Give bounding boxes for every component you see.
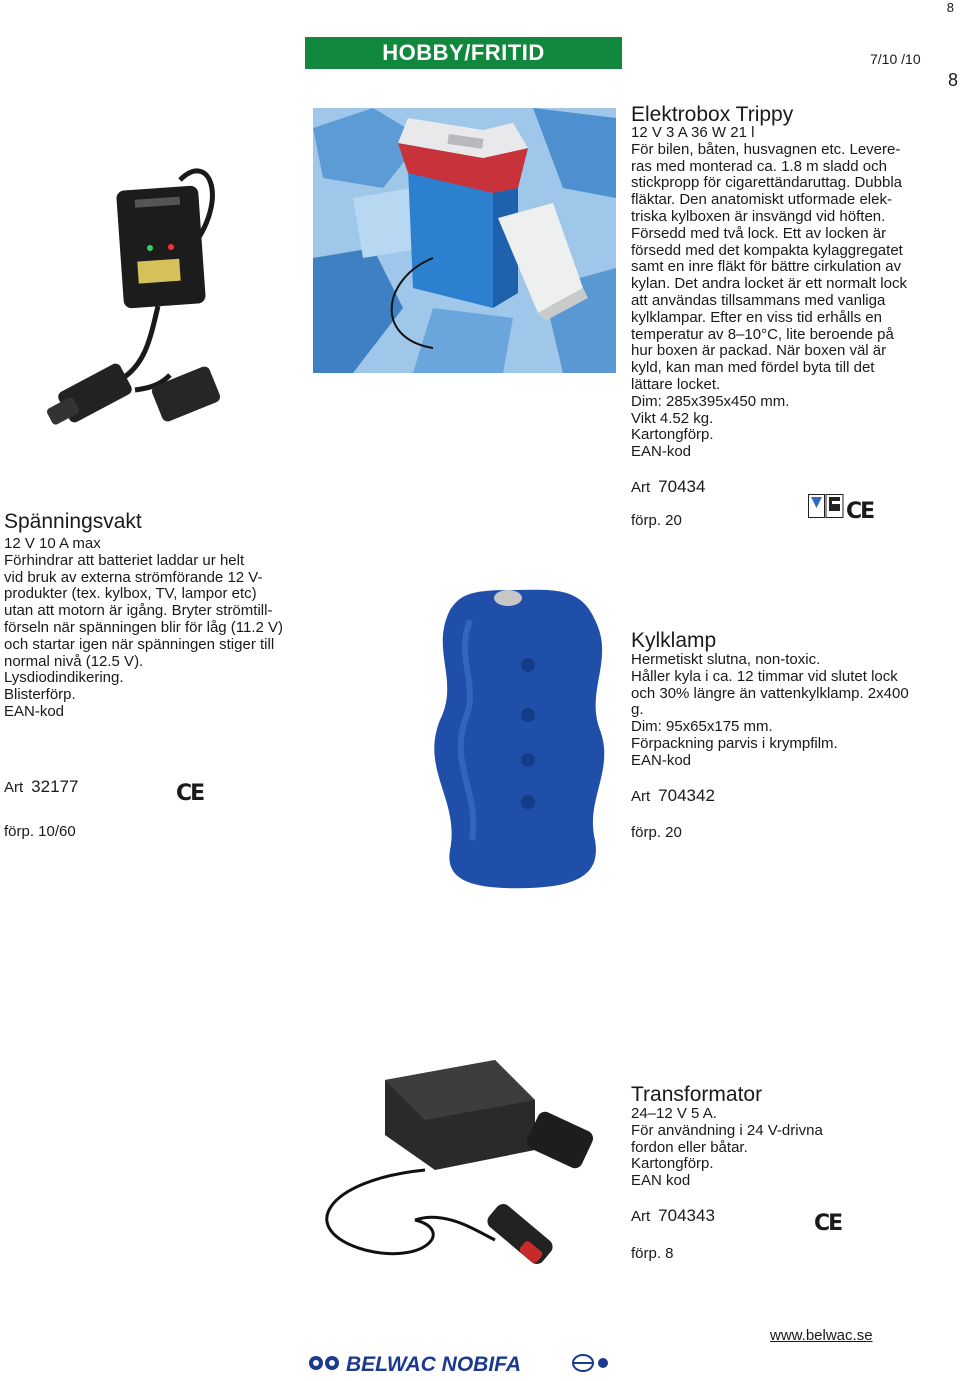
kylklamp-title: Kylklamp [631,629,717,652]
art-label: Art [631,479,651,496]
art-number: 704343 [658,1206,715,1225]
kylklamp-description: Hermetiskt slutna, non-toxic. Håller kyla i ca. 12 timmar vid slutet lock och 30% längre än vattenkylklamp. 2x400 g. Dim: 95x65x175 mm. Förpackning parvis i krympfilm. EAN-kod [631,651,909,769]
belwac-nobifa-logo [308,1351,608,1375]
transformator-photo [305,1040,620,1310]
kylklamp-art [631,786,715,806]
spanningsvakt-description: 12 V 10 A max Förhindrar att batteriet laddar ur helt vid bruk av externa strömförande 12 V- produkter (tex. kylbox, TV, lampor etc) utan att motorn är igång. Bryter strömtill- förseln när spänningen blir för låg (11.2 V) och startar igen när spänningen stiger till normal nivå (12.5 V). Lysdiodindikering. Blisterförp. EAN-kod [4,535,284,720]
date-stamp: 7/10 /10 [870,51,921,67]
elektrobox-art [631,477,705,497]
svg-text:BELWAC NOBIFA: BELWAC NOBIFA [346,1353,522,1375]
category-banner: HOBBY/FRITID [305,37,622,69]
elektrobox-photo [313,108,616,373]
spanningsvakt-art [4,777,78,797]
transformator-description: 24–12 V 5 A. För användning i 24 V-drivna fordon eller båtar. Kartongförp. EAN kod [631,1105,823,1190]
page-number-top: 8 [946,0,954,15]
ce-mark-icon: CE [176,781,204,806]
ce-mark-icon: CE [846,499,874,524]
art-number: 70434 [658,477,706,496]
spanningsvakt-forp: förp. 10/60 [4,823,76,840]
art-number: 32177 [31,777,79,796]
elektrobox-description: 12 V 3 A 36 W 21 l För bilen, båten, husvagnen etc. Levere- ras med monterad ca. 1.8 m sladd och stickpropp för cigarettändaruttag. Dubbla fläktar. Den anatomiskt utformade elek- triska kylboxen är insvängd vid höften. Försedd med två lock. Ett av locken är försedd med det kompakta kylaggregatet samt en inre fläkt för bättre cirkulation av kylan. Det andra locket är ett normalt lock att användas tillsammans med vanliga kylklampar. Efter en viss tid erhålls en temperatur av 8–10°C, lite beroende på hur boxen är packad. När boxen väl är kyld, kan man med fördel byta till det lättare locket. Dim: 285x395x450 mm. Vikt 4.52 kg. Kartongförp. EAN-kod [631,124,907,461]
elektrobox-forp: förp. 20 [631,512,682,529]
spanningsvakt-title: Spänningsvakt [4,510,142,533]
transformator-title: Transformator [631,1083,763,1106]
transformator-forp: förp. 8 [631,1245,674,1262]
certification-icon [808,494,844,518]
art-label: Art [631,788,651,805]
website-link[interactable]: www.belwac.se [770,1327,873,1344]
page-number-side: 8 [947,70,958,90]
spanningsvakt-photo [40,140,240,470]
art-number: 704342 [658,786,715,805]
transformator-art [631,1206,715,1226]
ce-mark-icon: CE [814,1211,842,1236]
elektrobox-title: Elektrobox Trippy [631,103,794,126]
kylklamp-photo [410,570,620,900]
kylklamp-forp: förp. 20 [631,824,682,841]
art-label: Art [4,779,24,796]
art-label: Art [631,1208,651,1225]
